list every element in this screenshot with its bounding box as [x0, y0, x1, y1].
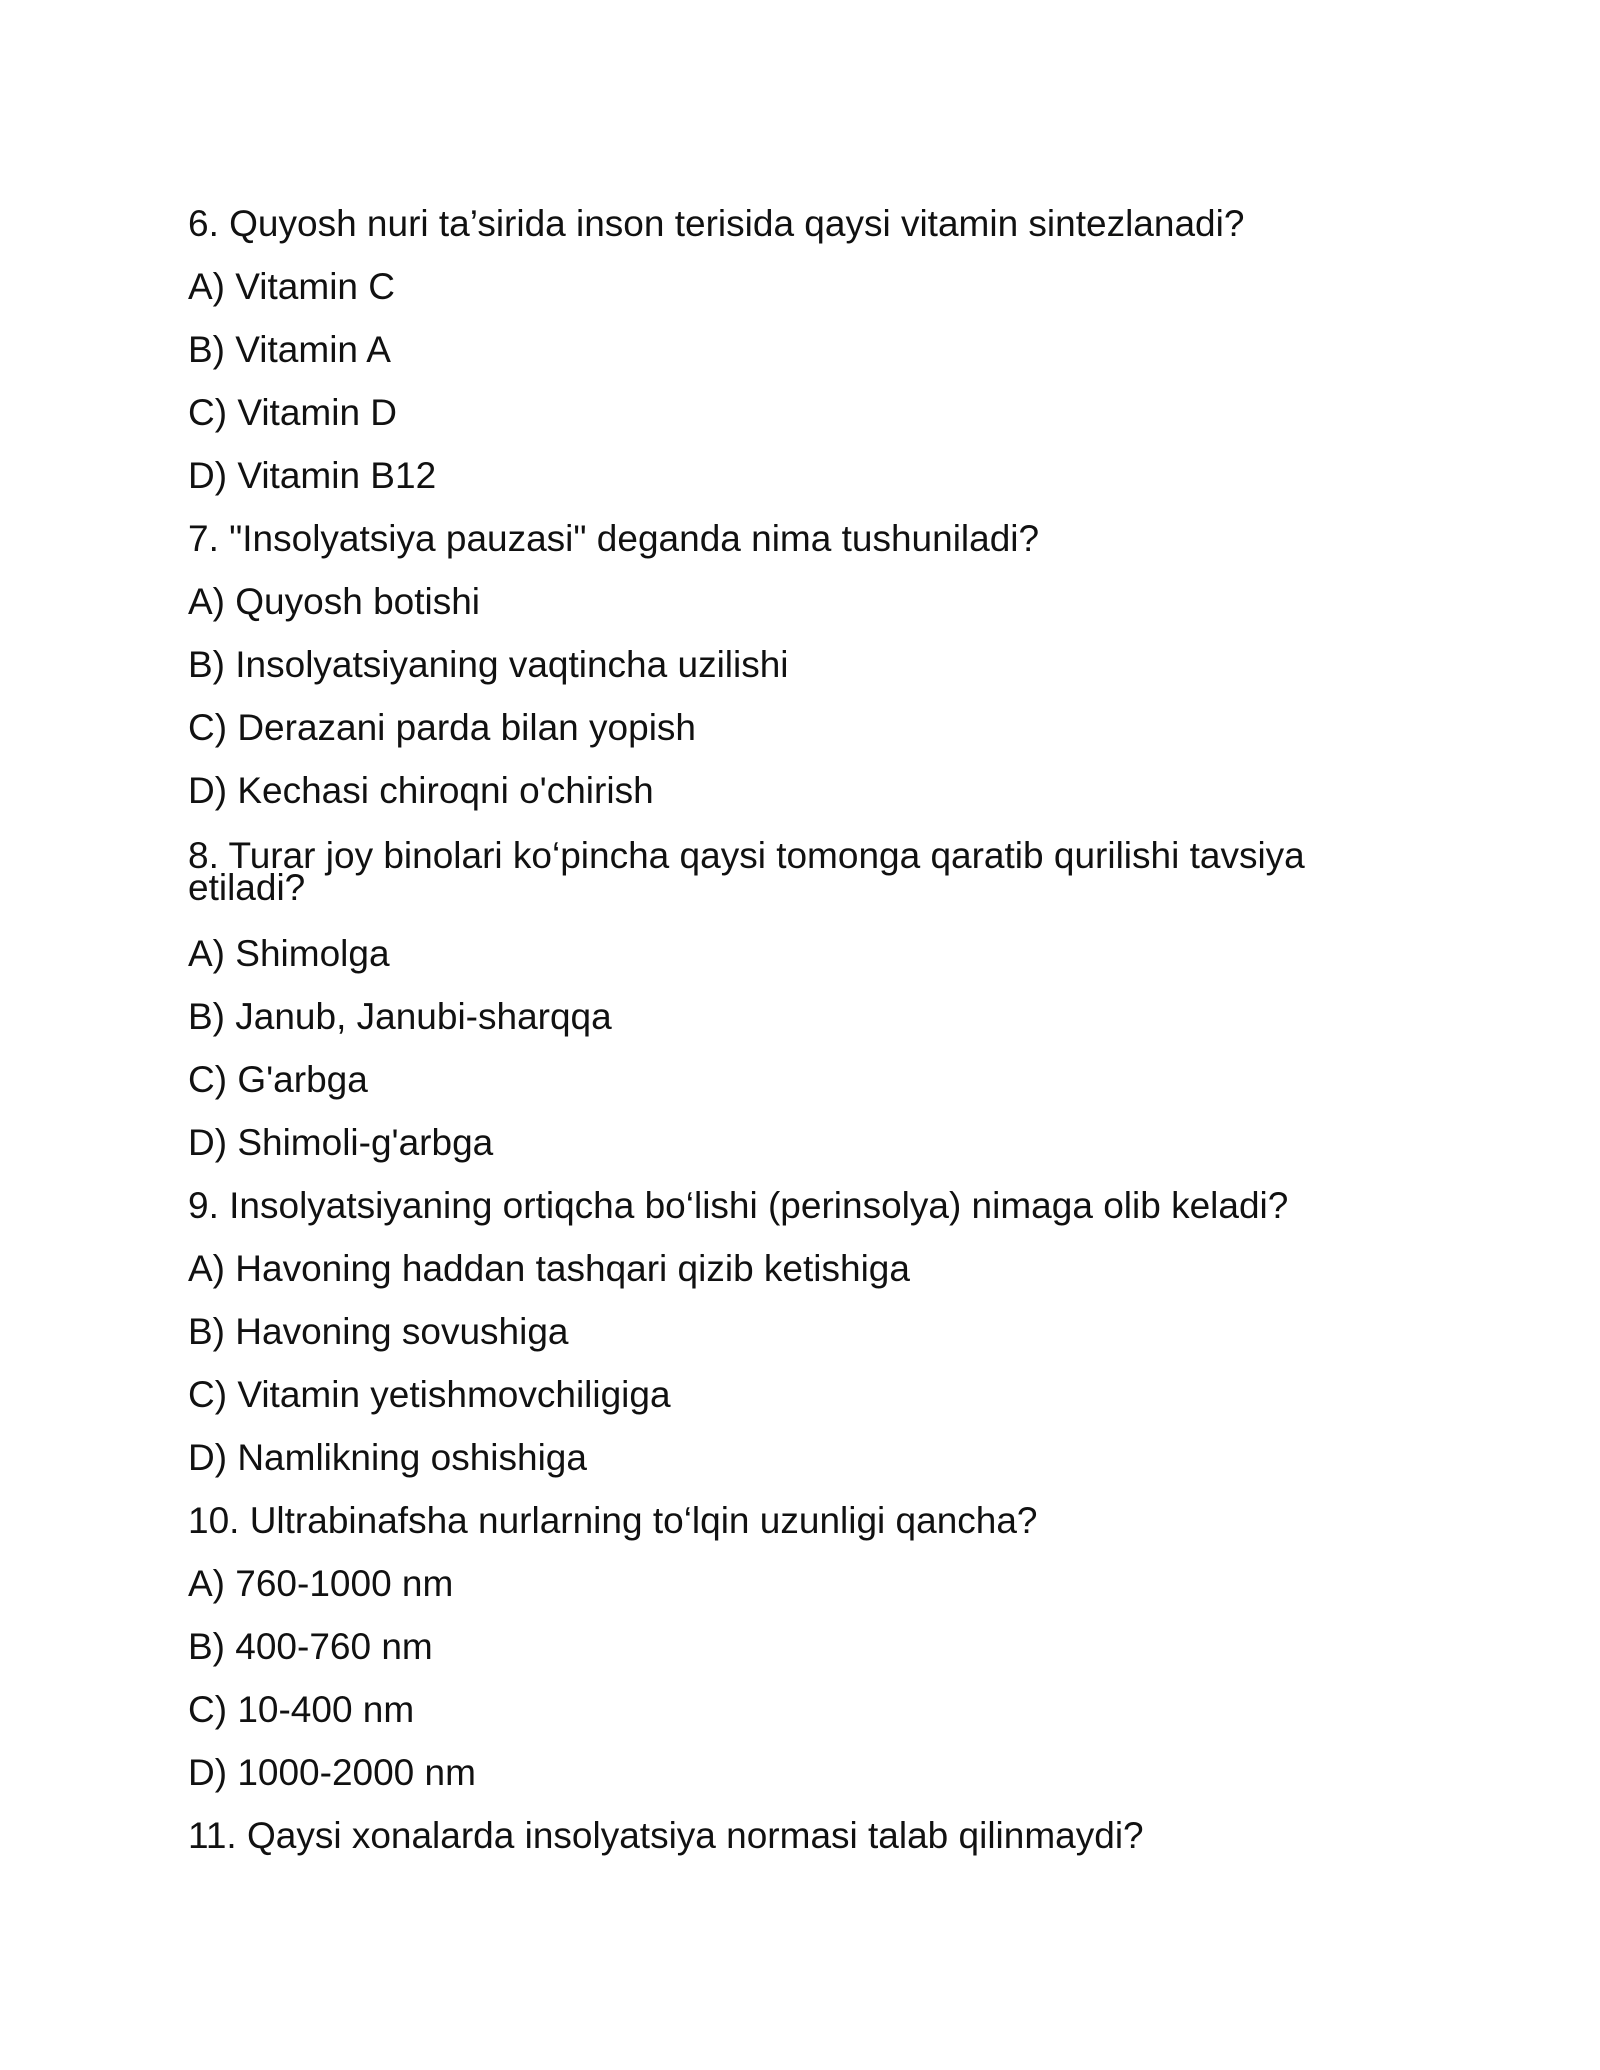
question-10: 10. Ultrabinafsha nurlarning to‘lqin uzunligi qancha?	[188, 1500, 1038, 1541]
question-10-option-c: C) 10-400 nm	[188, 1689, 415, 1730]
question-7-option-c: C) Derazani parda bilan yopish	[188, 707, 696, 748]
question-6: 6. Quyosh nuri ta’sirida inson terisida qaysi vitamin sintezlanadi?	[188, 203, 1245, 244]
question-8: 8. Turar joy binolari ko‘pincha qaysi tomonga qaratib qurilishi tavsiya etiladi?	[188, 835, 1305, 908]
question-9: 9. Insolyatsiyaning ortiqcha bo‘lishi (perinsolya) nimaga olib keladi?	[188, 1185, 1289, 1226]
question-9-option-a: A) Havoning haddan tashqari qizib ketishiga	[188, 1248, 910, 1289]
question-7-option-d: D) Kechasi chiroqni o'chirish	[188, 770, 654, 811]
question-8-option-b: B) Janub, Janubi-sharqqa	[188, 996, 612, 1037]
question-6-option-d: D) Vitamin B12	[188, 455, 437, 496]
question-8-option-d: D) Shimoli-g'arbga	[188, 1122, 494, 1163]
question-11: 11. Qaysi xonalarda insolyatsiya normasi talab qilinmaydi?	[188, 1815, 1144, 1856]
question-7-option-a: A) Quyosh botishi	[188, 581, 481, 622]
question-6-option-c: C) Vitamin D	[188, 392, 398, 433]
quiz-content	[188, 202, 1388, 1877]
question-10-option-d: D) 1000-2000 nm	[188, 1752, 476, 1793]
question-8-option-a: A) Shimolga	[188, 933, 390, 974]
question-8-option-c: C) G'arbga	[188, 1059, 368, 1100]
question-7-option-b: B) Insolyatsiyaning vaqtincha uzilishi	[188, 644, 789, 685]
question-9-option-d: D) Namlikning oshishiga	[188, 1437, 587, 1478]
question-10-option-a: A) 760-1000 nm	[188, 1563, 454, 1604]
question-6-option-a: A) Vitamin C	[188, 266, 395, 307]
question-9-option-c: C) Vitamin yetishmovchiligiga	[188, 1374, 671, 1415]
question-10-option-b: B) 400-760 nm	[188, 1626, 433, 1667]
question-9-option-b: B) Havoning sovushiga	[188, 1311, 569, 1352]
question-6-option-b: B) Vitamin A	[188, 329, 391, 370]
question-7: 7. "Insolyatsiya pauzasi" deganda nima tushuniladi?	[188, 518, 1040, 559]
